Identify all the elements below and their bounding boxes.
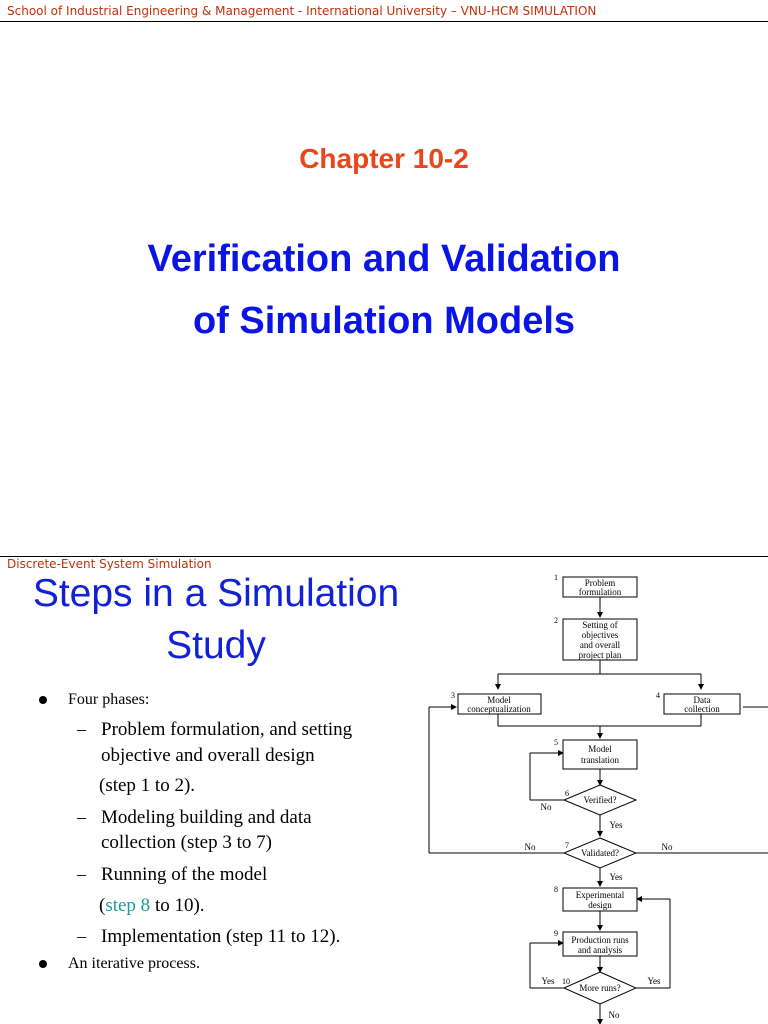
no-label: No (540, 802, 552, 812)
step-9-label: Production runs (571, 935, 629, 945)
step-number: 3 (451, 691, 455, 700)
step-number: 4 (656, 691, 660, 700)
dash-marker: – (77, 926, 86, 946)
sub-item-3-tail: to 10). (150, 895, 205, 916)
slide-header: Discrete-Event System Simulation (7, 557, 212, 571)
bullet-dot (39, 960, 47, 968)
yes-label: Yes (541, 976, 555, 986)
sub-item-2-line-2: collection (step 3 to 7) (101, 832, 272, 853)
step-9-label: and analysis (577, 945, 623, 955)
step-number: 2 (554, 616, 558, 625)
sub-item-1-line-1: Problem formulation, and setting (101, 719, 353, 740)
title-line-1: Verification and Validation (147, 238, 621, 280)
step-10-question: More runs? (579, 983, 621, 993)
title-line-2: of Simulation Models (192, 300, 576, 342)
bullet-dot (39, 696, 47, 704)
sub-item-3-line-1: Running of the model (101, 864, 268, 885)
step-8-label: design (588, 900, 612, 910)
bullet-four-phases: Four phases: (68, 691, 150, 708)
step-number: 5 (554, 738, 558, 747)
step-1-label: formulation (578, 587, 622, 597)
header-rule (0, 21, 768, 22)
step-5-label: Model (588, 744, 612, 754)
steps-slide (0, 556, 768, 1024)
dash-marker: – (77, 807, 86, 827)
step-3-label: Model (487, 695, 511, 705)
step-1-label: Problem (584, 578, 616, 588)
yes-label: Yes (647, 976, 661, 986)
sub-item-4: Implementation (step 11 to 12). (101, 926, 341, 947)
no-label: No (524, 842, 536, 852)
step-6-question: Verified? (583, 795, 617, 805)
step-4-label: Data (693, 695, 711, 705)
step-8-link[interactable]: step 8 (105, 895, 151, 916)
step-number: 8 (554, 885, 558, 894)
no-label: No (608, 1010, 620, 1020)
simulation-steps-flowchart (424, 566, 768, 1024)
step-8-label: Experimental (575, 890, 625, 900)
yes-label: Yes (609, 872, 623, 882)
step-number: 9 (554, 929, 558, 938)
step-3-label: conceptualization (467, 704, 531, 714)
yes-label: Yes (609, 820, 623, 830)
slide-title-line-1: Steps in a Simulation (32, 572, 400, 615)
dash-marker: – (77, 719, 86, 739)
step-number: 1 (554, 573, 558, 582)
sub-item-1-line-3: (step 1 to 2). (99, 775, 196, 796)
step-4-label: collection (684, 704, 720, 714)
paren-open: ( (99, 895, 106, 916)
step-2-label: and overall (579, 640, 621, 650)
step-number: 10 (562, 977, 570, 986)
sub-item-2-line-1: Modeling building and data (101, 807, 312, 828)
bullet-iterative: An iterative process. (68, 955, 200, 972)
slide-title-line-2: Study (166, 624, 266, 667)
sub-item-3-line-2 (99, 895, 205, 917)
step-number: 7 (565, 841, 569, 850)
step-7-question: Validated? (581, 848, 619, 858)
step-2-label: objectives (581, 630, 619, 640)
slide-header: School of Industrial Engineering & Management - International University – VNU-HCM SIMULATION (7, 4, 597, 18)
sub-item-1-line-2: objective and overall design (101, 745, 315, 766)
no-label: No (661, 842, 673, 852)
step-2-label: Setting of (582, 620, 618, 630)
dash-marker: – (77, 864, 86, 884)
step-2-label: project plan (578, 650, 622, 660)
step-number: 6 (565, 789, 569, 798)
step-5-label: translation (581, 755, 619, 765)
chapter-label: Chapter 10-2 (299, 143, 469, 174)
